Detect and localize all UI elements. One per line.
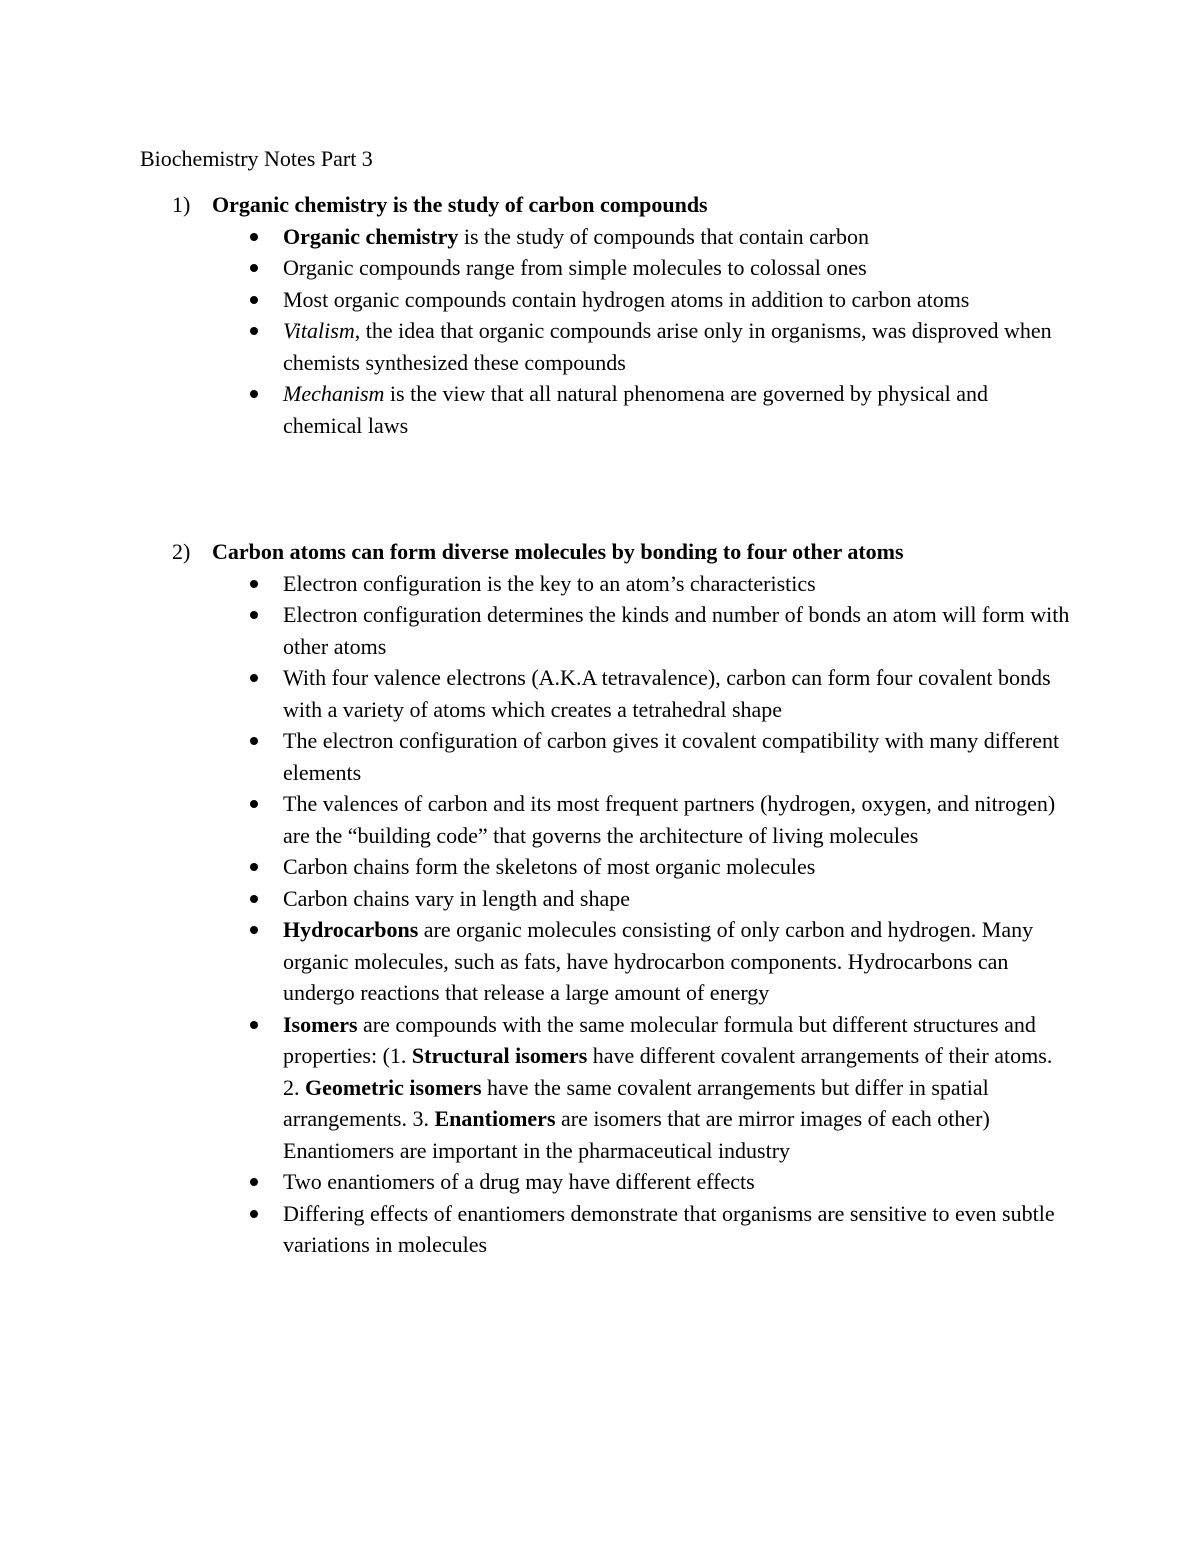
list-item [0,284,1200,316]
list-item [0,1009,1200,1167]
list-item [0,883,1200,915]
bold-term: Geometric isomers [305,1074,482,1100]
list-item [0,315,1200,378]
section-heading [0,536,1200,568]
list-item-text: Two enantiomers of a drug may have different effects [283,1169,755,1194]
list-item [0,378,1200,441]
list-item-text: is the view that all natural phenomena are governed by physical and chemical laws [283,381,988,438]
document-title: Biochemistry Notes Part 3 [140,146,373,171]
list-item-text: are organic molecules consisting of only carbon and hydrogen. Many organic molecules, such as fats, have hydrocarbon components. Hydrocarbons can undergo reactions that release a large amount of energy [283,917,1034,1005]
list-item [0,662,1200,725]
list-item-text: , the idea that organic compounds arise only in organisms, was disproved when chemists synthesized these compounds [283,318,1052,375]
list-item-text: are isomers that are mirror images of each other) Enantiomers are important in the pharmaceutical industry [283,1106,990,1163]
list-item-text: Differing effects of enantiomers demonstrate that organisms are sensitive to even subtle variations in molecules [283,1200,1055,1257]
list-item-text: Most organic compounds contain hydrogen atoms in addition to carbon atoms [283,286,970,312]
list-item-text: Electron configuration determines the kinds and number of bonds an atom will form with other atoms [283,602,1070,659]
bold-term: Hydrocarbons [283,917,419,942]
bold-term: Enantiomers [434,1106,556,1131]
list-item-text: have different covalent arrangements of their atoms. 2. [283,1043,1053,1100]
list-item [0,252,1200,284]
bold-term: Organic chemistry [283,223,459,249]
bold-term: Structural isomers [411,1043,588,1068]
section-carbon-atoms [0,536,1200,1261]
list-item [0,568,1200,600]
section-heading [0,189,1200,221]
list-item-text: Carbon chains vary in length and shape [283,885,631,911]
section-organic-chemistry [0,189,1200,441]
section-number: 2) [172,539,191,564]
section-number: 1) [172,192,191,217]
bold-term: Isomers [283,1011,358,1037]
list-item-text: The electron configuration of carbon gives it covalent compatibility with many different elements [283,728,1060,785]
list-item-text: Carbon chains form the skeletons of most organic molecules [283,854,816,879]
list-item-text: is the study of compounds that contain carbon [458,223,869,249]
list-item [0,221,1200,253]
list-item [0,914,1200,1009]
list-item [0,1166,1200,1198]
list-item-text: are compounds with the same molecular formula but different structures and properties: (1. [283,1011,1036,1068]
list-item [0,725,1200,788]
list-item [0,1198,1200,1261]
list-item-text: Electron configuration is the key to an atom’s characteristics [283,570,816,596]
list-item-text: With four valence electrons (A.K.A tetravalence), carbon can form four covalent bonds with a variety of atoms which creates a tetrahedral shape [283,665,1051,722]
list-item-text: have the same covalent arrangements but differ in spatial arrangements. 3. [283,1074,989,1131]
section-heading-text: Carbon atoms can form diverse molecules by bonding to four other atoms [212,539,904,564]
section-heading-text: Organic chemistry is the study of carbon compounds [212,192,708,217]
italic-term: Vitalism [283,318,355,343]
bullet-list [0,221,1200,442]
list-item-text: The valences of carbon and its most frequent partners (hydrogen, oxygen, and nitrogen) are the “building code” that governs the architecture of living molecules [283,791,1056,848]
italic-term: Mechanism [283,381,385,406]
list-item-text: Organic compounds range from simple molecules to colossal ones [283,255,867,280]
list-item [0,851,1200,883]
list-item [0,599,1200,662]
bullet-list [0,568,1200,1261]
list-item [0,788,1200,851]
